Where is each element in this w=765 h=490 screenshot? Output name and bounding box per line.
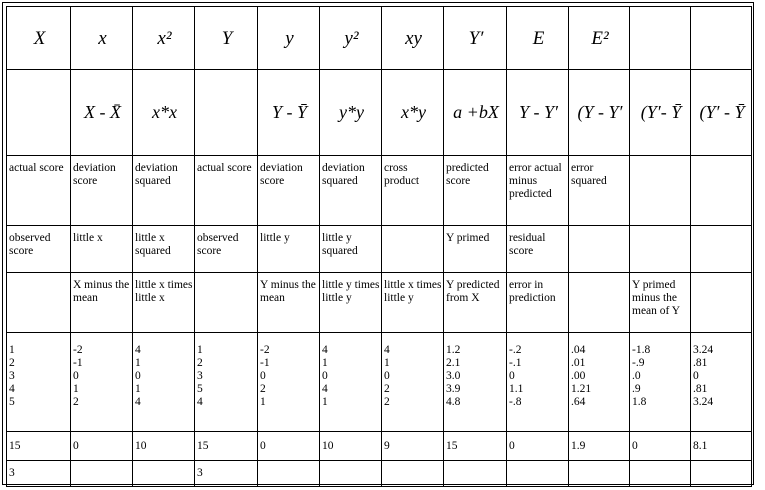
data-value: 4 (135, 344, 141, 356)
mean-cell (630, 461, 691, 487)
mean-cell (507, 461, 569, 487)
description-text: deviation squared (135, 162, 178, 187)
description-cell (71, 156, 133, 226)
data-value: 5 (9, 396, 15, 408)
name-cell (691, 226, 752, 273)
symbol-text: xy (405, 27, 422, 49)
sum-cell (71, 432, 133, 461)
data-value: 3.24 (693, 396, 714, 408)
name-text: little y (260, 232, 290, 244)
name-text: little y squared (322, 232, 358, 257)
data-value: .64 (571, 396, 586, 408)
data-value: -.8 (509, 396, 522, 408)
description-text: deviation score (73, 162, 116, 187)
data-value: 1 (322, 396, 328, 408)
mean-cell (382, 461, 444, 487)
data-value: 2 (260, 383, 266, 395)
name-cell (258, 226, 320, 273)
formula-cell (630, 70, 691, 156)
data-value: 2 (384, 396, 390, 408)
description-cell (691, 156, 752, 226)
data-value: 1 (197, 344, 203, 356)
data-value: 1 (135, 383, 141, 395)
description-cell (133, 156, 195, 226)
name-text: Y primed (446, 232, 490, 244)
description-cell (7, 156, 71, 226)
data-column-values (9, 344, 70, 409)
data-cell (258, 333, 320, 432)
symbol-cell (569, 7, 630, 70)
data-value: -1.8 (632, 344, 651, 356)
name-cell (569, 226, 630, 273)
formula-cell (691, 70, 752, 156)
symbol-cell (195, 7, 258, 70)
data-cell (195, 333, 258, 432)
data-cell (444, 333, 507, 432)
mean-cell (71, 461, 133, 487)
symbol-text: Y′ (468, 27, 484, 49)
data-value: -.2 (509, 344, 522, 356)
mean-cell (569, 461, 630, 487)
data-value: 4 (384, 344, 390, 356)
explanation-text: little x times little y (384, 279, 442, 304)
data-cell (630, 333, 691, 432)
name-text: observed score (197, 232, 239, 257)
description-text: actual score (9, 162, 64, 174)
explanation-cell (133, 273, 195, 333)
description-text: error squared (571, 162, 607, 187)
data-row (7, 333, 752, 432)
mean-text: 3 (9, 467, 15, 479)
formula-text: a +bX (453, 102, 499, 122)
formula-row (7, 70, 752, 156)
explanation-cell (630, 273, 691, 333)
data-column-values (632, 344, 690, 409)
name-text: observed score (9, 232, 51, 257)
data-value: .00 (571, 370, 586, 382)
description-cell (320, 156, 382, 226)
mean-cell (691, 461, 752, 487)
sum-cell (691, 432, 752, 461)
sum-text: 0 (632, 439, 638, 452)
symbol-cell (258, 7, 320, 70)
sum-text: 0 (73, 439, 79, 452)
data-value: -.1 (509, 357, 522, 369)
sum-row (7, 432, 752, 461)
data-value: 2 (197, 357, 203, 369)
name-text: residual score (509, 232, 546, 257)
data-value: 3 (9, 370, 15, 382)
description-text: cross product (384, 162, 420, 187)
data-cell (691, 333, 752, 432)
data-column-values (322, 344, 381, 409)
mean-text: 3 (197, 467, 203, 479)
symbol-cell (320, 7, 382, 70)
name-cell (71, 226, 133, 273)
symbol-cell (691, 7, 752, 70)
data-value: 2 (384, 383, 390, 395)
data-value: 4.8 (446, 396, 461, 408)
sum-text: 0 (260, 439, 266, 452)
symbol-text: x² (157, 27, 172, 49)
formula-cell (133, 70, 195, 156)
data-value: 3.0 (446, 370, 461, 382)
sum-text: 9 (384, 439, 390, 452)
data-value: 0 (73, 370, 79, 382)
data-column-values (384, 344, 443, 409)
explanation-text: Y predicted from X (446, 279, 500, 304)
formula-cell (195, 70, 258, 156)
name-row (7, 226, 752, 273)
data-value: -.9 (632, 357, 645, 369)
explanation-cell (320, 273, 382, 333)
explanation-cell (507, 273, 569, 333)
sum-cell (569, 432, 630, 461)
formula-text: X - X̄ (84, 102, 121, 122)
symbol-text: E² (591, 27, 609, 49)
explanation-cell (569, 273, 630, 333)
description-cell (569, 156, 630, 226)
data-value: -1 (260, 357, 270, 369)
formula-text: x*y (401, 102, 426, 122)
formula-text: y*y (339, 102, 364, 122)
data-value: .04 (571, 344, 586, 356)
sum-text: 15 (9, 439, 21, 452)
data-value: .01 (571, 357, 586, 369)
sum-cell (444, 432, 507, 461)
data-value: 2 (73, 396, 79, 408)
description-text: actual score (197, 162, 252, 174)
data-value: 4 (9, 383, 15, 395)
symbol-cell (71, 7, 133, 70)
sum-cell (382, 432, 444, 461)
name-cell (195, 226, 258, 273)
symbol-cell (507, 7, 569, 70)
description-text: predicted score (446, 162, 489, 187)
data-value: 0 (135, 370, 141, 382)
data-column-values (135, 344, 194, 409)
data-value: 0 (322, 370, 328, 382)
symbol-cell (7, 7, 71, 70)
symbol-row (7, 7, 752, 70)
data-value: 1 (73, 383, 79, 395)
explanation-cell (444, 273, 507, 333)
symbol-text: y (285, 27, 294, 49)
data-value: 4 (322, 383, 328, 395)
data-value: 1.8 (632, 396, 647, 408)
explanation-text: Y primed minus the mean of Y (632, 279, 681, 317)
explanation-cell (258, 273, 320, 333)
name-cell (382, 226, 444, 273)
description-cell (507, 156, 569, 226)
description-cell (258, 156, 320, 226)
data-value: 0 (260, 370, 266, 382)
symbol-text: X (33, 27, 46, 49)
sum-text: 10 (135, 439, 147, 452)
data-value: 1 (384, 357, 390, 369)
data-value: 0 (693, 370, 699, 382)
explanation-cell (195, 273, 258, 333)
data-value: 3.24 (693, 344, 714, 356)
mean-row (7, 461, 752, 487)
sum-text: 1.9 (571, 439, 586, 452)
data-value: .9 (632, 383, 641, 395)
data-value: 0 (384, 370, 390, 382)
name-cell (630, 226, 691, 273)
description-cell (630, 156, 691, 226)
name-text: little x (73, 232, 103, 244)
description-cell (444, 156, 507, 226)
mean-cell (444, 461, 507, 487)
formula-text: (Y′- Ȳ (640, 102, 682, 122)
sum-text: 15 (197, 439, 209, 452)
formula-text: (Y - Y′ (577, 102, 623, 122)
sum-text: 8.1 (693, 439, 708, 452)
data-value: 2 (9, 357, 15, 369)
data-value: 4 (322, 344, 328, 356)
formula-text: Y - Y′ (519, 102, 558, 122)
symbol-text: y² (344, 27, 359, 49)
data-cell (133, 333, 195, 432)
data-value: 1 (9, 344, 15, 356)
formula-text: Y - Ȳ (271, 102, 307, 122)
description-cell (195, 156, 258, 226)
explanation-cell (7, 273, 71, 333)
sum-cell (507, 432, 569, 461)
formula-cell (569, 70, 630, 156)
data-value: .81 (693, 383, 708, 395)
formula-cell (7, 70, 71, 156)
data-value: 1.1 (509, 383, 524, 395)
data-column-values (446, 344, 506, 409)
data-cell (320, 333, 382, 432)
symbol-cell (630, 7, 691, 70)
sum-cell (258, 432, 320, 461)
formula-cell (444, 70, 507, 156)
data-value: 4 (197, 396, 203, 408)
name-cell (320, 226, 382, 273)
explanation-cell (382, 273, 444, 333)
formula-cell (382, 70, 444, 156)
mean-cell (133, 461, 195, 487)
data-value: 1 (322, 357, 328, 369)
mean-cell (320, 461, 382, 487)
data-cell (382, 333, 444, 432)
sum-cell (195, 432, 258, 461)
data-value: -2 (73, 344, 83, 356)
formula-cell (320, 70, 382, 156)
explanation-text: little y times little y (322, 279, 380, 304)
data-cell (507, 333, 569, 432)
explanation-row (7, 273, 752, 333)
description-cell (382, 156, 444, 226)
sum-text: 15 (446, 439, 458, 452)
data-value: 2.1 (446, 357, 461, 369)
sum-cell (7, 432, 71, 461)
sum-text: 10 (322, 439, 334, 452)
data-value: 1 (135, 357, 141, 369)
mean-cell (7, 461, 71, 487)
formula-text: (Y′ - Ȳ (699, 102, 745, 122)
name-cell (133, 226, 195, 273)
data-cell (7, 333, 71, 432)
explanation-cell (691, 273, 752, 333)
statistics-table-frame (2, 2, 754, 485)
data-value: 4 (135, 396, 141, 408)
sum-cell (320, 432, 382, 461)
data-cell (71, 333, 133, 432)
data-value: -1 (73, 357, 83, 369)
data-column-values (260, 344, 319, 409)
symbol-text: E (532, 27, 545, 49)
regression-computation-table (6, 6, 752, 487)
mean-cell (195, 461, 258, 487)
data-column-values (571, 344, 629, 409)
symbol-cell (133, 7, 195, 70)
data-value: .81 (693, 357, 708, 369)
sum-cell (133, 432, 195, 461)
formula-cell (258, 70, 320, 156)
data-value: 5 (197, 383, 203, 395)
formula-text: x*x (152, 102, 177, 122)
data-value: 1 (260, 396, 266, 408)
symbol-cell (444, 7, 507, 70)
data-column-values (509, 344, 568, 409)
sum-text: 0 (509, 439, 515, 452)
symbol-text: x (98, 27, 107, 49)
name-cell (444, 226, 507, 273)
name-text: little x squared (135, 232, 171, 257)
name-cell (7, 226, 71, 273)
data-value: 1.2 (446, 344, 461, 356)
data-value: 3 (197, 370, 203, 382)
symbol-cell (382, 7, 444, 70)
data-value: 3.9 (446, 383, 461, 395)
description-row (7, 156, 752, 226)
data-value: 0 (509, 370, 515, 382)
data-value: .0 (632, 370, 641, 382)
explanation-cell (71, 273, 133, 333)
description-text: deviation score (260, 162, 303, 187)
data-value: -2 (260, 344, 270, 356)
formula-cell (71, 70, 133, 156)
explanation-text: X minus the mean (73, 279, 130, 304)
formula-cell (507, 70, 569, 156)
symbol-text: Y (221, 27, 233, 49)
explanation-text: little x times little x (135, 279, 193, 304)
data-column-values (693, 344, 751, 409)
data-cell (569, 333, 630, 432)
mean-cell (258, 461, 320, 487)
explanation-text: error in prediction (509, 279, 556, 304)
data-column-values (73, 344, 132, 409)
sum-cell (630, 432, 691, 461)
description-text: deviation squared (322, 162, 365, 187)
name-cell (507, 226, 569, 273)
explanation-text: Y minus the mean (260, 279, 316, 304)
data-column-values (197, 344, 257, 409)
description-text: error actual minus predicted (509, 162, 562, 200)
data-value: 1.21 (571, 383, 592, 395)
